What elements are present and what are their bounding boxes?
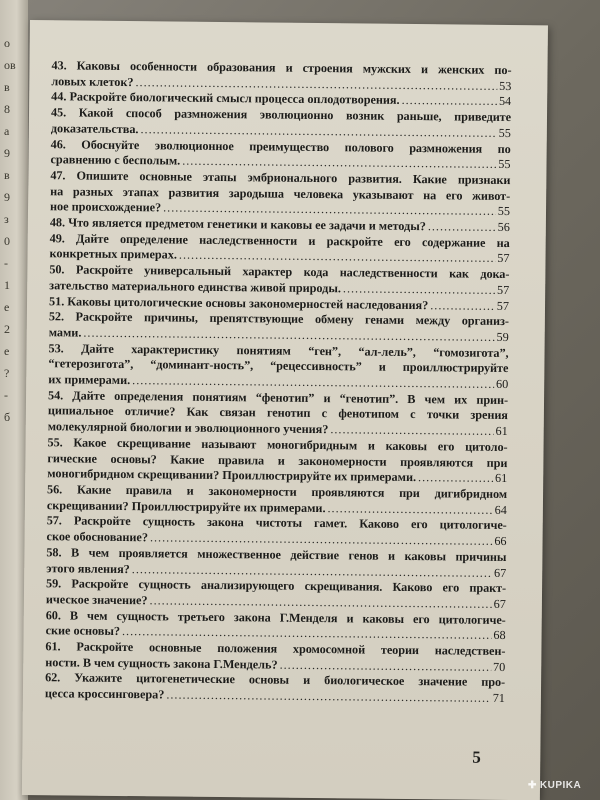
toc-item-text: ловых клеток?: [51, 73, 134, 89]
toc-item: [50, 168, 510, 220]
toc-item-page: 55: [497, 204, 511, 219]
toc-item-text: ности. В чем сущность закона Г.Мендель?: [45, 654, 278, 672]
toc-item: [45, 639, 505, 675]
toc-item-text: зательство материального единства живой природы.: [49, 278, 342, 296]
dot-leader: [327, 501, 492, 518]
toc-item-page: 64: [494, 502, 507, 517]
prev-page-fragment: о: [4, 36, 10, 50]
toc-item-page: 71: [492, 691, 505, 706]
toc-item-page: 56: [497, 219, 510, 235]
prev-page-fragment: 1: [4, 278, 10, 292]
toc-item-text: сравнению с бесполым.: [50, 152, 181, 168]
dot-leader: [343, 281, 495, 298]
toc-item-page: 59: [496, 329, 509, 344]
toc-item-line: 45. Какой способ размножения эволюционно возник раньше, приведите: [50, 105, 512, 125]
prev-page-fragment: в: [4, 80, 10, 94]
toc-item-text: моногибридном скрещивании? Проиллюстрируйте их примерами.: [47, 466, 417, 485]
toc-item-text: ское обоснование?: [46, 529, 149, 545]
toc-item-line: 59. Раскройте сущность анализирующего скрещивания. Каково его практ-: [46, 576, 507, 596]
table-of-contents: [45, 58, 512, 707]
toc-item-page: 61: [494, 471, 508, 486]
toc-item-page: 67: [493, 565, 507, 580]
prev-page-fragment: -: [4, 256, 8, 270]
toc-item-text: 51. Каковы цитологические основы закономерностей наследования?: [48, 293, 429, 312]
toc-item: [47, 435, 507, 487]
dot-leader: [418, 470, 493, 486]
toc-item-line: 43. Каковы особенности образования и строения мужских и женских по-: [51, 58, 512, 78]
toc-item-text: молекулярной биологии и эволюционного учения?: [47, 419, 329, 437]
toc-item-line: 50. Раскройте универсальный характер кода наследственности как дока-: [49, 262, 510, 282]
toc-item-page: 55: [498, 125, 511, 140]
toc-item-line: 47. Опишите основные этапы эмбрионального развития. Какие признаки: [50, 168, 511, 187]
toc-item: [51, 58, 511, 94]
toc-item: [46, 608, 506, 644]
dot-leader: [166, 688, 491, 707]
toc-item-line: 54. Дайте определения понятиям “фенотип” и “генотип”. В чем их прин-: [48, 387, 509, 407]
toc-item-page: 55: [498, 157, 511, 172]
toc-item-text: доказательства.: [50, 121, 139, 136]
toc-item-text: их примерами.: [48, 372, 131, 388]
toc-item-line: 58. В чем проявляется множественное действие генов и каковы причины: [46, 544, 507, 564]
toc-item: [50, 137, 510, 173]
toc-item-page: 60: [495, 376, 509, 392]
toc-item: [45, 671, 505, 707]
toc-item-page: 57: [496, 298, 510, 313]
toc-item: [51, 105, 511, 141]
prev-page-fragment: а: [4, 124, 10, 138]
toc-item-page: 67: [493, 596, 506, 611]
toc-item-line: 57. Раскройте сущность закона чистоты гамет. Каково его цитологиче-: [46, 513, 507, 533]
prev-page-fragment: б: [4, 410, 11, 424]
prev-page-fragment: -: [4, 388, 8, 402]
toc-item-line: “гетерозигота”, “доминант-ность”, “рецессивность” и проиллюстрируйте: [48, 356, 509, 376]
toc-item-line: на разных этапах развития зародыша человека указывают на его живот-: [50, 183, 511, 203]
toc-item-line: 53. Дайте характеристику понятиям “ген”, “ал-лель”, “гомозигота”,: [48, 340, 509, 360]
toc-item-text: ное происхождение?: [49, 199, 162, 215]
prev-page-fragment: 9: [4, 146, 10, 160]
toc-item-page: 61: [495, 424, 508, 439]
toc-item-text: этого явления?: [46, 560, 130, 576]
toc-item-text: 44. Раскройте биологический смысл процесса оплодотворения.: [51, 89, 400, 108]
toc-item: [49, 262, 509, 298]
prev-page-fragment: е: [4, 300, 10, 314]
toc-item-text: 48. Что является предметом генетики и каковы ее задачи и методы?: [49, 215, 426, 234]
toc-item-line: 60. В чем сущность третьего закона Г.Менделя и каковы его цитологиче-: [45, 607, 506, 627]
book-page: [22, 20, 548, 800]
watermark-text: KUPIKA: [539, 780, 582, 791]
toc-item-line: 52. Раскройте причины, препятствующие обмену генами между организ-: [48, 309, 509, 329]
toc-item-line: 61. Раскройте основные положения хромосомной теории наследствен-: [45, 639, 506, 659]
toc-item: [49, 309, 509, 345]
toc-item-text: мами.: [48, 325, 82, 340]
toc-item-text: скрещивании? Проиллюстрируйте их примерами.: [46, 497, 326, 515]
prev-page-fragment: ов: [4, 58, 16, 72]
prev-page-fragment: 2: [4, 322, 10, 336]
toc-item-page: 68: [493, 628, 506, 643]
toc-item: [49, 231, 509, 267]
toc-item: [46, 545, 506, 581]
toc-item-text: ские основы?: [45, 623, 121, 639]
dot-leader: [330, 422, 493, 439]
toc-item-page: 57: [496, 282, 510, 297]
toc-item-text: ическое значение?: [45, 592, 148, 608]
watermark: [528, 780, 581, 791]
dot-leader: [402, 93, 498, 110]
toc-item-line: 62. Укажите цитогенетические основы и биологическое значение про-: [45, 670, 506, 690]
toc-item-line: 49. Дайте определение наследственности и раскройте его содержание на: [49, 230, 510, 250]
toc-item-page: 70: [492, 659, 506, 674]
kupika-logo-icon: ✚: [528, 780, 537, 791]
toc-item-line: ципиальное отличие? Как связан генотип с фенотипом с точки зрения: [47, 403, 508, 423]
prev-page-fragment: в: [4, 168, 10, 182]
dot-leader: [428, 219, 496, 235]
toc-item: [46, 576, 506, 612]
toc-item-line: гические основы? Какие правила и закономерности проявляются при: [47, 450, 508, 470]
toc-item-text: конкретных примерах.: [49, 246, 178, 262]
prev-page-fragment: е: [4, 344, 10, 358]
toc-item-page: 57: [497, 251, 510, 266]
toc-item: [48, 341, 508, 393]
toc-item-page: 54: [498, 94, 512, 109]
toc-item-text: цесса кроссинговера?: [44, 686, 165, 702]
toc-item-line: 56. Какие правила и закономерности проявляются при дигибридном: [47, 482, 508, 502]
toc-item-page: 66: [494, 533, 507, 549]
toc-item: [48, 388, 508, 440]
toc-item-line: 46. Обоснуйте эволюционное преимущество полового размножения по: [50, 136, 511, 156]
toc-item-page: 53: [499, 78, 512, 93]
prev-page-fragment: 9: [4, 190, 10, 204]
toc-item: [47, 482, 507, 518]
toc-item: [47, 514, 507, 550]
prev-page-fragment: ?: [4, 366, 10, 380]
prev-page-fragment: 0: [4, 234, 10, 248]
dot-leader: [430, 298, 495, 314]
page-number: 5: [472, 747, 481, 767]
prev-page-fragment: з: [4, 212, 9, 226]
prev-page-fragment: 8: [4, 102, 10, 116]
toc-item-line: 55. Какое скрещивание называют моногибридным и каковы его цитоло-: [47, 435, 508, 454]
